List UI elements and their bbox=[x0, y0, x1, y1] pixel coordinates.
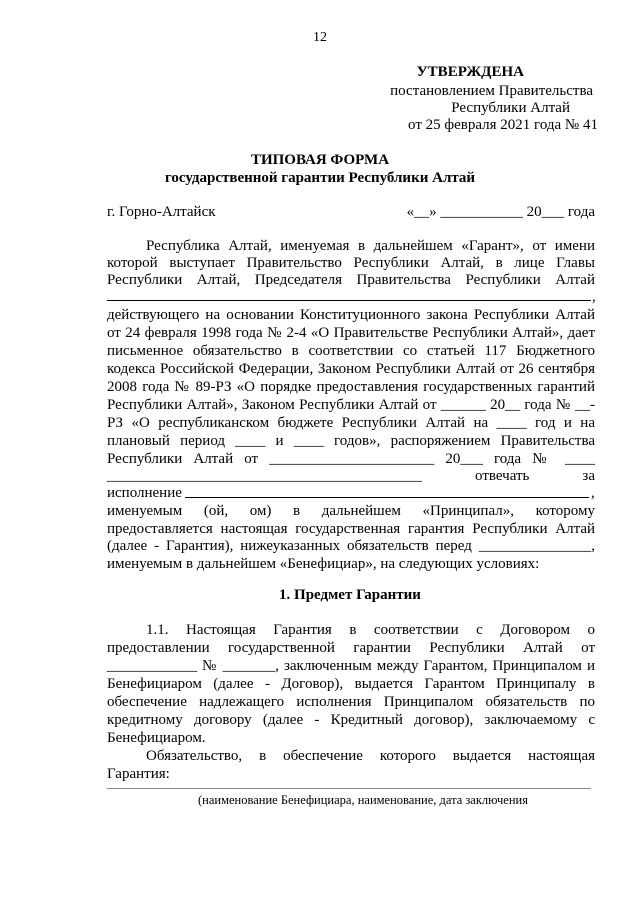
text-line: Республики Алтай», Законом Республики Алтай от ______ 20__ года № __- bbox=[107, 397, 595, 413]
text-line: Республики Алтай от ______________________ 20___ года № ____ bbox=[107, 451, 595, 467]
text-line: действующего на основании Конституционного закона Республики Алтай bbox=[107, 307, 595, 323]
text-line: плановый период ____ и ____ годов», распоряжением Правительства bbox=[107, 433, 595, 449]
text-line: кредитному договору (далее - Кредитный договор), заключаемому с bbox=[107, 712, 595, 728]
text-line: от 24 февраля 1998 года № 2-4 «О Правительстве Республики Алтай», дает bbox=[107, 325, 595, 341]
text-line: кодекса Российской Федерации, Законом Республики Алтай от 26 сентября bbox=[107, 361, 595, 377]
form-subtitle: государственной гарантии Республики Алтай bbox=[164, 170, 476, 186]
text-line: Республики Алтай, Председателя Правительства Республики Алтай bbox=[107, 272, 595, 288]
text-line: , bbox=[592, 289, 596, 305]
text-line: Бенефициаром (далее - Договор), выдается Гарантом Принципалу в bbox=[107, 676, 595, 692]
approval-line: постановлением Правительства bbox=[390, 83, 593, 99]
text-line: именуемым (ой, ом) в дальнейшем «Принципал», которому bbox=[107, 503, 595, 519]
text-line: Бенефициаром. bbox=[107, 730, 206, 746]
text-line: письменное обязательство в соответствии со статьей 117 Бюджетного bbox=[107, 343, 595, 359]
text-line: исполнение bbox=[107, 485, 182, 501]
text-line: предоставляется настоящая государственная гарантия Республики Алтай bbox=[107, 521, 595, 537]
text-line: (далее - Гарантия), нижеуказанных обязательств перед _______________, bbox=[107, 538, 595, 554]
fill-in-line bbox=[185, 497, 589, 498]
text-line: __________________________________________ отвечать за bbox=[107, 468, 595, 484]
approval-title: УТВЕРЖДЕНА bbox=[416, 64, 524, 80]
text-line: , bbox=[591, 485, 595, 501]
text-line: 2008 года № 89-РЗ «О порядке предоставления государственных гарантий bbox=[107, 379, 595, 395]
section-title: 1. Предмет Гарантии bbox=[279, 587, 421, 603]
approval-line: Республики Алтай bbox=[451, 100, 570, 116]
date-blank: «__» ___________ 20___ года bbox=[406, 204, 595, 220]
text-line: Гарантия: bbox=[107, 766, 170, 782]
text-line: предоставлении государственной гарантии Республики Алтай от bbox=[107, 640, 595, 656]
text-line: Обязательство, в обеспечение которого выдается настоящая bbox=[146, 748, 595, 764]
fill-in-line bbox=[107, 788, 591, 789]
text-line: именуемым в дальнейшем «Бенефициар», на следующих условиях: bbox=[107, 556, 540, 572]
text-line: ____________ № _______, заключенным между Гарантом, Принципалом и bbox=[107, 658, 595, 674]
footnote-caption: (наименование Бенефициара, наименование, дата заключения bbox=[198, 793, 528, 807]
text-line: обеспечение надлежащего исполнения Принципалом обязательств по bbox=[107, 694, 595, 710]
text-line: 1.1. Настоящая Гарантия в соответствии с Договором о bbox=[146, 622, 595, 638]
text-line: РЗ «О республиканском бюджете Республики Алтай на ____ год и на bbox=[107, 415, 595, 431]
place-of-issue: г. Горно-Алтайск bbox=[107, 204, 216, 220]
form-title: ТИПОВАЯ ФОРМА bbox=[250, 152, 390, 168]
text-line: Республика Алтай, именуемая в дальнейшем «Гарант», от имени bbox=[146, 238, 595, 254]
approval-line: от 25 февраля 2021 года № 41 bbox=[408, 117, 598, 133]
text-line: которой выступает Правительство Республики Алтай, в лице Главы bbox=[107, 255, 595, 271]
fill-in-line bbox=[107, 300, 591, 301]
page-number: 12 bbox=[313, 30, 327, 45]
